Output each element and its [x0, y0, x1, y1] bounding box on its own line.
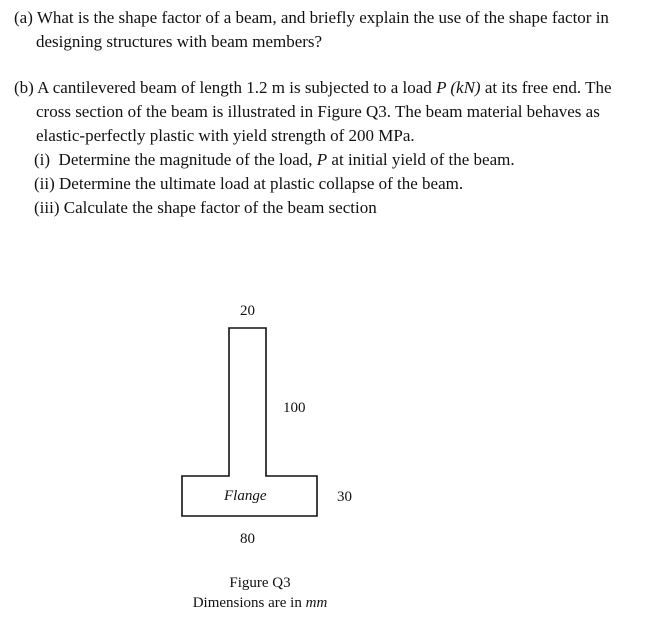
part-ii-text: Determine the ultimate load at plastic collapse of the beam. — [59, 174, 464, 193]
question-a-text-1: What is the shape factor of a beam, and briefly explain the use of the shape factor in — [36, 8, 609, 27]
question-b-text-1-pre: A cantilevered beam of length 1.2 m is subjected to a load — [37, 78, 437, 97]
question-b-label: (b) — [14, 78, 34, 97]
part-i-text-post: at initial yield of the beam. — [327, 150, 515, 169]
question-a-label: (a) — [14, 8, 33, 27]
web-height-dimension: 100 — [283, 400, 306, 416]
question-b-text-1-post: at its free end. The — [480, 78, 612, 97]
figure-caption-title: Figure Q3 — [229, 575, 291, 591]
part-ii-label: (ii) — [34, 174, 55, 193]
part-i-text-pre: Determine the magnitude of the load, — [58, 150, 317, 169]
part-i-symbol: P — [316, 150, 328, 169]
question-b-text-3: elastic-perfectly plastic with yield strength of 200 MPa. — [36, 126, 415, 145]
question-b-text-2: cross section of the beam is illustrated in Figure Q3. The beam material behaves as — [36, 102, 600, 121]
caption-units-symbol: mm — [305, 595, 328, 611]
web-width-dimension: 20 — [240, 303, 255, 319]
part-iii-label: (iii) — [34, 198, 60, 217]
flange-thickness-dimension: 30 — [337, 489, 352, 505]
part-iii-text: Calculate the shape factor of the beam section — [63, 198, 377, 217]
flange-label: Flange — [224, 488, 267, 504]
load-symbol: P (kN) — [436, 78, 481, 97]
flange-width-dimension: 80 — [240, 531, 255, 547]
part-i-label: (i) — [34, 150, 51, 169]
caption-units-text: Dimensions are in — [192, 595, 306, 611]
question-a-text-2: designing structures with beam members? — [36, 32, 323, 51]
figure-caption-units — [160, 594, 360, 613]
